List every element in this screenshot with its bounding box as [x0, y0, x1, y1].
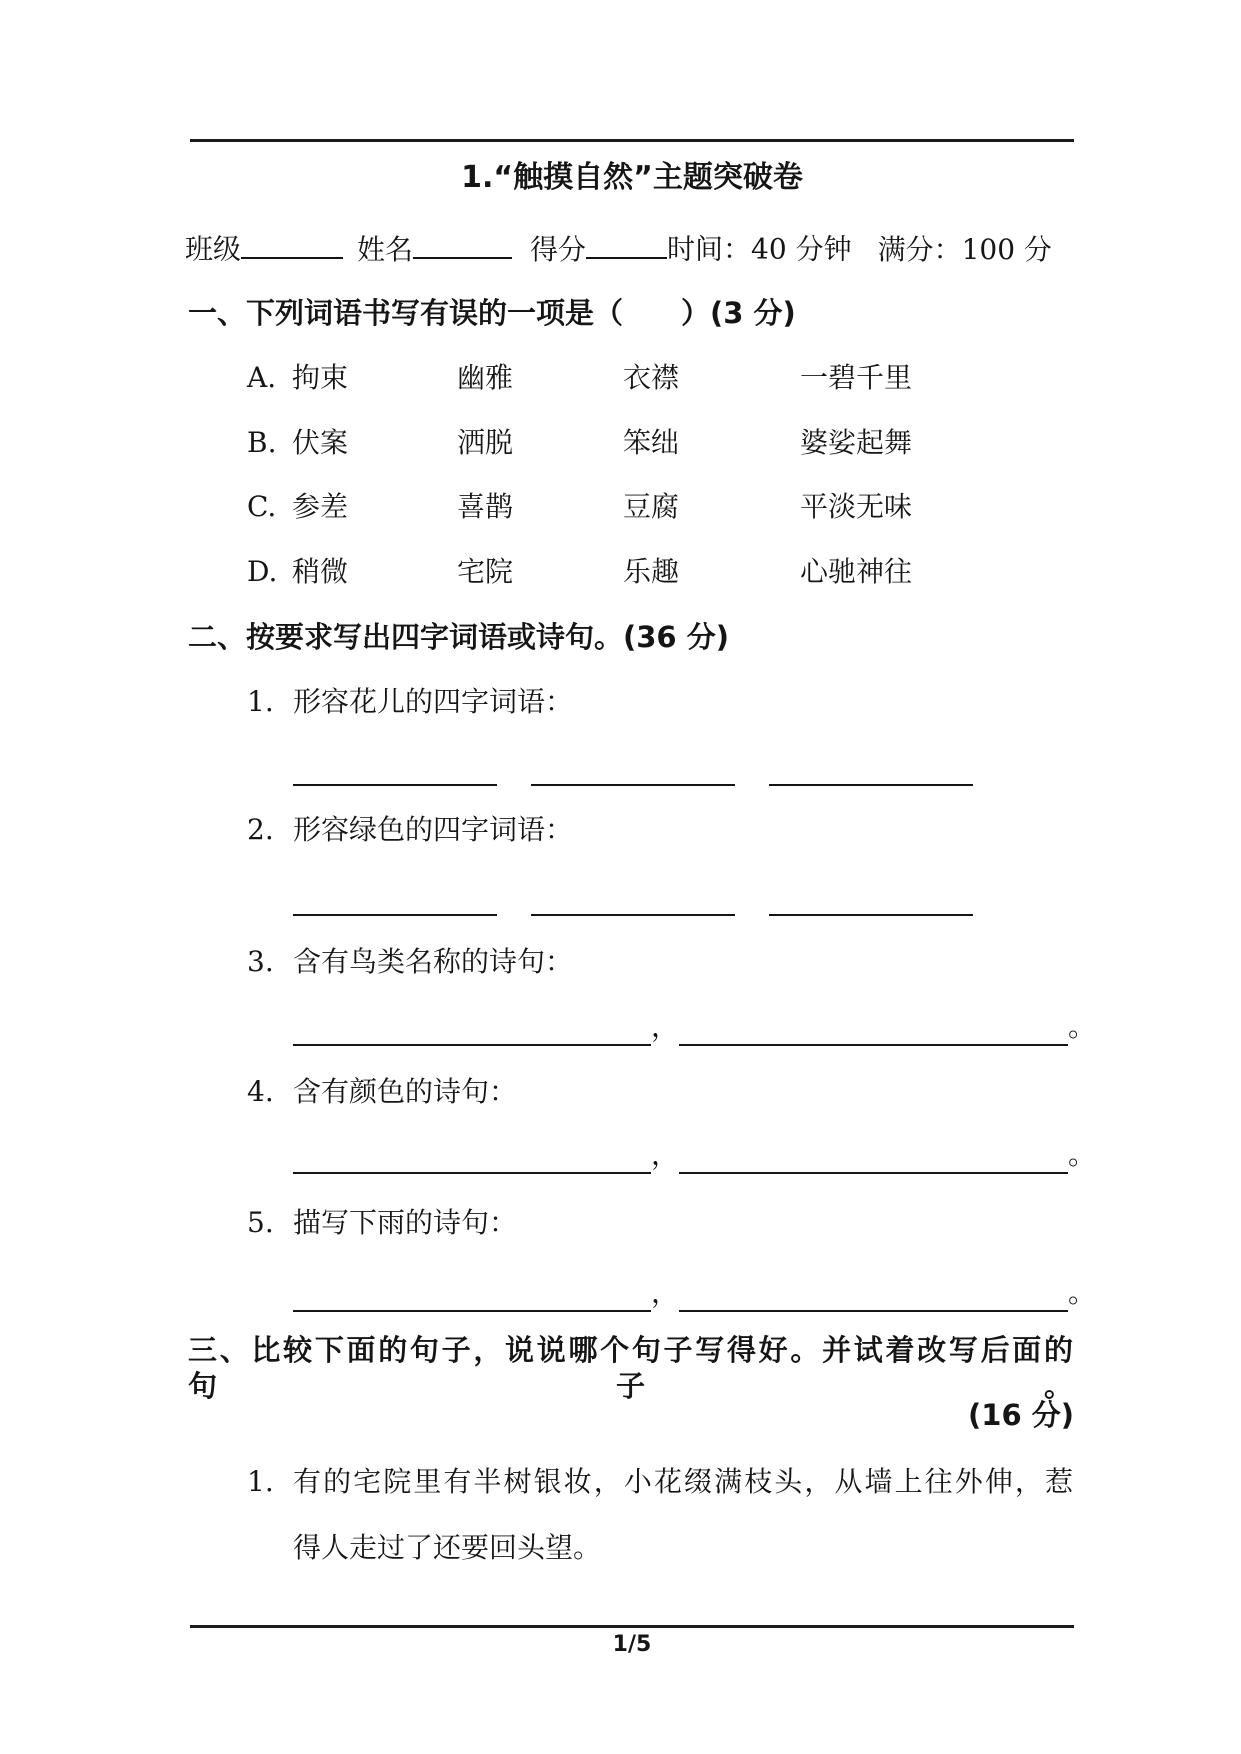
page-number: 1/5: [612, 1632, 652, 1657]
option-word: 豆腐: [623, 490, 680, 523]
name-blank: [413, 230, 512, 259]
item-prompt: 形容花儿的四字词语：: [293, 685, 574, 718]
poem-comma: ，: [651, 1276, 680, 1309]
answer-blank: [293, 750, 497, 786]
option-row-a: [0, 360, 1241, 396]
answer-blank: [769, 750, 973, 786]
item-row-3: [0, 944, 1241, 980]
item-number: 2.: [247, 813, 274, 846]
item-prompt: 含有颜色的诗句：: [293, 1075, 518, 1108]
sentence-row-line1: [0, 1464, 1241, 1500]
option-word: 宅院: [457, 555, 514, 588]
option-word: 一碧千里: [800, 361, 913, 394]
item-number: 1.: [247, 1465, 274, 1498]
item-prompt: 形容绿色的四字词语：: [293, 813, 574, 846]
option-word: 伏案: [292, 426, 349, 459]
score-blank: [586, 230, 667, 259]
sentence-text: 有的宅院里有半树银妆，小花缀满枝头，从墙上往外伸，惹: [293, 1465, 1075, 1498]
option-word: 平淡无味: [800, 490, 913, 523]
sentence-text: 得人走过了还要回头望。: [293, 1531, 602, 1564]
poem-period: 。: [1068, 1010, 1097, 1043]
item-row-1: [0, 684, 1241, 720]
header-rule: [190, 139, 1074, 142]
answer-blank: [293, 1138, 651, 1174]
option-word: 婆娑起舞: [800, 426, 913, 459]
option-word: 拘束: [292, 361, 349, 394]
poem-comma: ，: [651, 1138, 680, 1171]
answer-blank: [679, 1138, 1068, 1174]
answer-blank: [679, 1276, 1068, 1312]
page-title: 1.“触摸自然”主题突破卷: [461, 160, 803, 195]
word-blanks-row: [0, 750, 1241, 786]
poem-comma: ，: [651, 1010, 680, 1043]
option-row-b: [0, 425, 1241, 461]
name-label: 姓名: [357, 232, 414, 266]
answer-blank: [293, 880, 497, 916]
poem-blank-row: [0, 1276, 1241, 1312]
item-number: 1.: [247, 685, 274, 718]
answer-blank: [769, 880, 973, 916]
poem-blank-row: [0, 1010, 1241, 1046]
score-label: 得分: [530, 232, 587, 266]
footer-rule: [190, 1625, 1074, 1628]
section-2-heading: 二、按要求写出四字词语或诗句。(36 分): [188, 620, 729, 654]
word-blanks-row: [0, 880, 1241, 916]
option-label: A.: [247, 361, 277, 394]
option-label: D.: [247, 555, 278, 588]
section-3-score: (16 分): [968, 1398, 1074, 1432]
option-word: 喜鹊: [457, 490, 514, 523]
answer-blank: [531, 750, 735, 786]
option-row-d: [0, 554, 1241, 590]
option-word: 参差: [292, 490, 349, 523]
poem-period: 。: [1068, 1276, 1097, 1309]
full-score-label: 满分：100 分: [877, 232, 1052, 266]
item-prompt: 描写下雨的诗句：: [293, 1206, 518, 1239]
answer-blank: [293, 1276, 651, 1312]
option-row-c: [0, 489, 1241, 525]
option-word: 乐趣: [623, 555, 680, 588]
option-label: B.: [247, 426, 277, 459]
item-number: 4.: [247, 1075, 274, 1108]
section-3-heading: 三、比较下面的句子，说说哪个句子写得好。并试着改写后面的句子。: [188, 1333, 1075, 1403]
answer-blank: [293, 1010, 651, 1046]
item-row-5: [0, 1205, 1241, 1241]
answer-blank: [679, 1010, 1068, 1046]
option-word: 笨绌: [623, 426, 680, 459]
sentence-row-line2: [0, 1530, 1241, 1566]
option-word: 心驰神往: [800, 555, 913, 588]
option-word: 洒脱: [457, 426, 514, 459]
class-label: 班级: [185, 232, 242, 266]
item-number: 5.: [247, 1206, 274, 1239]
answer-blank: [531, 880, 735, 916]
option-word: 幽雅: [457, 361, 514, 394]
item-row-2: [0, 812, 1241, 848]
option-word: 衣襟: [623, 361, 680, 394]
option-label: C.: [247, 490, 277, 523]
poem-blank-row: [0, 1138, 1241, 1174]
item-row-4: [0, 1074, 1241, 1110]
item-prompt: 含有鸟类名称的诗句：: [293, 945, 574, 978]
student-info-row: [185, 230, 1052, 268]
time-label: 时间：40 分钟: [667, 232, 852, 266]
class-blank: [241, 230, 343, 259]
poem-period: 。: [1068, 1138, 1097, 1171]
option-word: 稍微: [292, 555, 349, 588]
item-number: 3.: [247, 945, 274, 978]
section-1-heading: 一、下列词语书写有误的一项是（ ）(3 分): [188, 296, 796, 330]
